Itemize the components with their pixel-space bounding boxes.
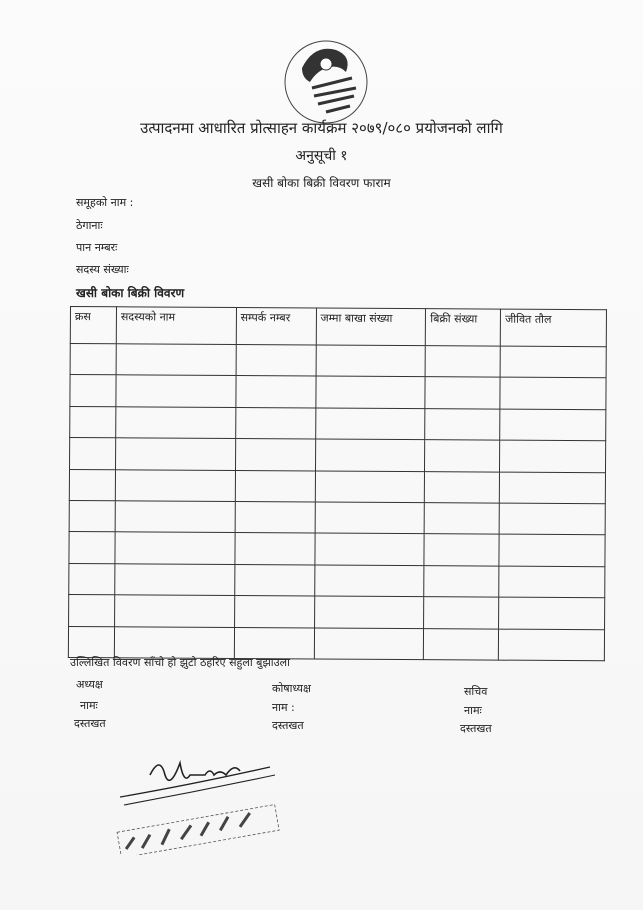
table-row	[69, 595, 605, 630]
schedule-label: अनुसूची १	[295, 148, 348, 164]
official-signature-stamp-icon	[110, 745, 300, 855]
table-row	[70, 375, 606, 410]
header-serial: क्रस	[70, 307, 116, 344]
table-row	[69, 469, 605, 504]
pan-field: पान नम्बरः	[76, 241, 118, 254]
table-row	[70, 438, 606, 473]
table-row	[69, 500, 605, 535]
header-contact: सम्पर्क नम्बर	[236, 308, 316, 345]
section-title: खसी बोका बिक्री विवरण	[76, 286, 185, 300]
table-row	[70, 344, 606, 379]
header-live-weight: जीवित तौल	[500, 309, 606, 347]
form-title: उत्पादनमा आधारित प्रोत्साहन कार्यक्रम २०७९/०८० प्रयोजनको लागि	[140, 119, 503, 137]
chair-title: अध्यक्ष	[76, 678, 103, 691]
group-name-field: समूहको नाम :	[76, 196, 134, 209]
header-member-name: सदस्यको नाम	[116, 307, 236, 345]
treasurer-signature: दस्तखत	[272, 719, 304, 732]
municipality-seal-icon	[282, 38, 370, 126]
header-sales-count: बिक्री संख्या	[426, 309, 501, 346]
form-name: खसी बोका बिक्री विवरण फाराम	[252, 176, 391, 190]
secretary-title: सचिव	[464, 685, 488, 698]
header-total-goats: जम्मा बाखा संख्या	[316, 308, 426, 346]
chair-signature: दस्तखत	[74, 717, 106, 730]
sales-table	[68, 306, 607, 661]
treasurer-name: नाम :	[272, 701, 295, 714]
secretary-signature: दस्तखत	[460, 722, 492, 735]
members-field: सदस्य संख्याः	[76, 263, 129, 276]
table-header-row	[70, 307, 606, 347]
secretary-name: नामः	[464, 704, 482, 717]
table-row	[69, 563, 605, 598]
table-row	[70, 406, 606, 441]
address-field: ठेगानाः	[76, 219, 103, 232]
chair-name: नामः	[80, 699, 98, 712]
treasurer-title: कोषाध्यक्ष	[272, 682, 311, 695]
declaration-text: उल्लिखित विवरण साँचो हो झुटो ठहरिए सहुला बुझाउला	[70, 656, 290, 669]
table-row	[69, 532, 605, 567]
